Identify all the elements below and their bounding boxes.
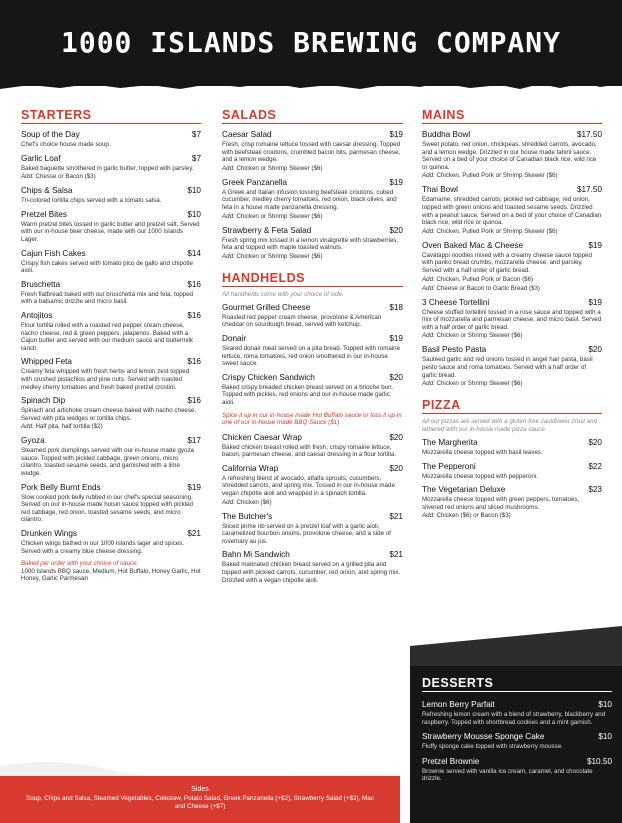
menu-item-row	[222, 464, 403, 474]
menu-item-price: $20	[588, 438, 602, 448]
menu-item	[422, 298, 602, 341]
menu-item-description: A refreshing blend of avocado, alfalfa sprouts, cucumbers, shredded carrots, and spring mix. Tossed in our in-house made vegan chipotle aioli and wrapped in a spinach tortilla.	[222, 474, 395, 498]
menu-item	[222, 512, 403, 546]
add-on-text: Chicken or Shrimp Skewer ($6)	[236, 252, 323, 260]
menu-item-add-on	[222, 213, 403, 221]
menu-item-row	[422, 185, 602, 195]
add-label: Add:	[222, 164, 235, 172]
menu-item-add-on	[222, 499, 403, 507]
menu-item-description: Fresh spring mix tossed in a lemon vinaigrette with strawberries, feta and topped with maple toasted walnuts.	[222, 236, 399, 252]
add-on-text: Chicken ($6)	[236, 498, 272, 506]
menu-item-price: $16	[187, 396, 201, 406]
add-on-text: Chicken, Pulled Pork or Shrimp Skewer ($6)	[436, 227, 558, 235]
add-label: Add:	[21, 423, 34, 431]
menu-item-name: Lemon Berry Parfait	[422, 700, 495, 709]
add-label: Add:	[422, 332, 435, 340]
handhelds-list	[222, 303, 403, 584]
salads-heading: SALADS	[222, 108, 403, 124]
menu-item	[222, 550, 403, 584]
menu-item-description: Refreshing lemon cream with a blend of strawberry, blackberry and raspberry. Topped with shortbread cookies and a mint garnish.	[422, 711, 606, 726]
menu-item-price: $21	[187, 529, 201, 539]
menu-item-row	[422, 485, 602, 495]
menu-item-row	[422, 130, 602, 140]
menu-item	[422, 345, 602, 388]
menu-item-description: Mozzarella cheese topped with basil leaves.	[422, 449, 543, 457]
add-on-text: Chicken or Shrimp Skewer ($6)	[436, 332, 523, 340]
menu-item-description: Baked marinated chicken breast served on a grilled pita and topped with pickled carrots, cucumber, red onion, and spring mix. Drizzled with a vegan chipotle aioli.	[222, 561, 401, 584]
menu-item-description: Brownie served with vanilla ice cream, caramel, and chocolate drizzle.	[422, 767, 593, 783]
menu-item-price: $21	[389, 550, 403, 560]
menu-item-description: Edamame, shredded carrots, pickled red cabbage, red onion, topped with green onions and toasted sesame seeds. Drizzled with a peanut sauce. Served on a bed of your choice of Canadian black rice, wild rice or quinoa.	[422, 196, 602, 227]
menu-item	[21, 311, 201, 352]
menu-item-description: Roasted red pepper cream cheese, provolone & American cheddar on sourdough bread, served with ketchup.	[222, 313, 382, 329]
menu-item-add-on	[422, 172, 602, 180]
menu-item-price: $17.50	[576, 130, 602, 139]
starters-heading: STARTERS	[21, 108, 201, 124]
menu-item-price: $20	[389, 372, 403, 382]
menu-item	[222, 130, 403, 173]
desserts-list	[410, 700, 622, 783]
menu-item	[422, 241, 602, 293]
menu-item	[422, 185, 602, 235]
add-on-text: Chesse or Bacon ($3)	[35, 173, 96, 181]
header-rough-edge	[0, 80, 622, 94]
menu-item-price: $17	[187, 436, 201, 446]
starters-column	[21, 108, 201, 583]
menu-item	[21, 210, 201, 244]
menu-item-name: Pretzel Bites	[21, 209, 67, 219]
menu-item-description: Steamed pork dumplings served with our in-house made gyoza sauce. Topped with pickled cabbage, green onions, micro cilantro, toasted sesame seeds, and garnished with a lime wedge.	[21, 447, 194, 478]
add-on-text: Chicken, Pulled Pork or Shrimp Skewer ($6)	[436, 172, 558, 180]
menu-item	[222, 433, 403, 459]
menu-item-row	[21, 280, 201, 290]
menu-item	[21, 280, 201, 306]
menu-item-price: $19	[389, 333, 403, 343]
menu-item-row	[222, 433, 403, 443]
menu-item-row	[21, 210, 201, 220]
menu-item-name: Garlic Loaf	[21, 153, 61, 163]
menu-item-description: Baked chicken breast rolled with fresh, crispy romaine lettuce, bacon, parmesan cheese, and caesar dressing in a flour tortilla.	[222, 443, 397, 459]
menu-item-row	[422, 732, 612, 742]
menu-item	[222, 464, 403, 507]
spice-note: Spice it up in our in-house made Hot Buffalo sauce or toss it up in one of our in-house made BBQ Sauce ($1)	[222, 411, 402, 427]
menu-item-price: $19	[389, 130, 403, 139]
add-label: Add:	[422, 380, 435, 388]
page-title: 1000 ISLANDS BREWING COMPANY	[60, 26, 561, 59]
menu-item-row	[222, 512, 403, 522]
menu-item-price: $20	[588, 345, 602, 355]
menu-item-name: The Pepperoni	[422, 461, 476, 471]
menu-item-price: $20	[389, 463, 403, 473]
menu-item-price: $20	[389, 225, 403, 235]
add-label: Add:	[422, 275, 435, 283]
mains-heading: MAINS	[422, 108, 602, 124]
add-label: Add:	[422, 172, 435, 180]
menu-item-row	[222, 334, 403, 344]
menu-item-price: $17.50	[576, 185, 602, 195]
add-on-text: Chicken ($6) or Bacon ($3)	[436, 512, 511, 520]
menu-item-description: Chicken wings bathed in our 1000 Islands lager and spices. Served with a creamy blue cheese dressing.	[21, 540, 185, 555]
menu-item-row	[222, 226, 403, 236]
menu-item-row	[222, 550, 403, 560]
menu-item-name: Thai Bowl	[422, 185, 458, 195]
add-label: Add:	[422, 227, 435, 235]
add-label: Add:	[21, 173, 34, 181]
menu-item-row	[21, 249, 201, 259]
add-label: Add:	[422, 512, 435, 520]
menu-item	[422, 462, 602, 481]
add-on-text: Half pita, half tortilla ($2)	[35, 423, 103, 431]
menu-item-row	[422, 462, 602, 472]
menu-item-price: $16	[187, 357, 201, 367]
menu-item	[21, 436, 201, 477]
menu-item-name: The Butcher's	[222, 511, 273, 521]
menu-item-add-on	[21, 173, 201, 181]
menu-item-add-on	[222, 253, 403, 261]
menu-item-name: Bahn Mi Sandwich	[222, 550, 290, 560]
menu-item-name: Strawberry & Feta Salad	[222, 225, 312, 235]
menu-item-row	[21, 483, 201, 493]
menu-item-price: $20	[389, 432, 403, 442]
menu-item	[21, 357, 201, 391]
menu-item	[21, 529, 201, 555]
menu-item-name: Pork Belly Burnt Ends	[21, 482, 101, 492]
menu-item-add-on	[422, 512, 602, 520]
menu-item	[21, 186, 201, 205]
menu-item-price: $16	[187, 279, 201, 289]
pizza-list	[422, 438, 602, 520]
menu-item-row	[222, 303, 403, 313]
menu-item-name: Oven Baked Mac & Cheese	[422, 240, 524, 250]
menu-item	[422, 438, 602, 457]
menu-item-price: $14	[187, 248, 201, 258]
add-label: Add:	[222, 212, 235, 220]
menu-item-price: $19	[588, 240, 602, 250]
menu-item-price: $19	[389, 177, 403, 187]
menu-item-price: $7	[191, 153, 201, 163]
menu-item-row	[422, 298, 602, 308]
add-label: Add:	[222, 498, 235, 506]
menu-item-description: Spinach and artichoke cream cheese baked with nacho cheese. Served with pita wedges or tortilla chips.	[21, 407, 197, 422]
header	[0, 0, 622, 86]
menu-item	[222, 373, 403, 407]
menu-item-description: Sliced prime rib served on a pretzel loaf with a garlic aioli, caramelized bourbon onions, provolone cheese, and a side of rosemary au jus.	[222, 522, 391, 545]
menu-item-row	[422, 241, 602, 251]
add-on-text: Cheese or Bacon to Garlic Bread ($3)	[436, 284, 540, 292]
menu-item-row	[21, 357, 201, 367]
menu-item	[422, 485, 602, 520]
menu-item-description: Cheese stuffed tortellini tossed in a rose sauce and topped with a mix of mozzarella and parmesan cheese, and micro basil. Served with a half order of garlic bread.	[422, 308, 602, 331]
menu-item-price: $10	[187, 186, 201, 196]
menu-item-price: $16	[187, 310, 201, 320]
menu-item-row	[21, 154, 201, 164]
desserts-box	[410, 666, 622, 823]
menu-item-description: Crispy fish cakes served with tomato pico de gallo and chipotle aioli.	[21, 259, 193, 275]
menu-item-name: Crispy Chicken Sandwich	[222, 372, 315, 382]
wings-sauce-note: Baked per order with your choice of sauce:	[21, 560, 139, 568]
add-on-text: Chicken or Shrimp Skewer ($6)	[236, 164, 323, 172]
salads-list	[222, 130, 403, 261]
menu-item	[422, 757, 612, 783]
menu-item	[222, 334, 403, 368]
menu-item-name: Gyoza	[21, 436, 45, 446]
menu-item-name: Gourmet Grilled Cheese	[222, 302, 311, 312]
wings-sauce-list: 1000 Islands BBQ sauce, Medium, Hot Buffalo, Honey Garlic, Hot Honey, Garlic Parmesan	[21, 567, 201, 583]
salads-handhelds-column	[222, 108, 403, 589]
menu-item-price: $7	[191, 130, 201, 139]
menu-item-name: Buddha Bowl	[422, 130, 471, 139]
menu-item-row	[21, 311, 201, 321]
sides-title: Sides	[191, 786, 209, 793]
menu-item-description: Fresh, crisp romaine lettuce tossed with caesar dressing. Topped with beefsteak croutons, crumbled bacon bits, parmesan cheese, and a lemon wedge.	[222, 141, 401, 164]
menu-item-price: $18	[389, 302, 403, 312]
menu-item-description: Sautéed garlic and red onions tossed in angel hair pasta, basil pesto sauce and roma tomatoes. Served with a half order of garlic bread.	[422, 356, 593, 379]
menu-item-price: $10	[598, 732, 612, 742]
menu-item	[222, 178, 403, 221]
menu-item-description: Warm pretzel bites tossed in garlic butter and pretzel salt. Served with our in-house beer cheese, made with our 1000 Islands Lager.	[21, 220, 200, 243]
add-on-text: Chicken, Pulled Pork or Bacon ($6)	[436, 275, 534, 283]
menu-item-description: Mozzarella cheese topped with green peppers, tomatoes, slivered red onions and sliced mushrooms.	[422, 496, 580, 511]
menu-item-description: Fluffy sponge cake topped with strawberry mousse.	[422, 743, 563, 751]
handhelds-note: All handhelds come with your choice of side.	[222, 290, 344, 298]
add-label: Add:	[422, 284, 435, 292]
add-label: Add:	[222, 252, 235, 260]
menu-item-price: $19	[588, 297, 602, 307]
pizza-note: All our pizzas are served with a gluten-free cauliflower crust and lathered with our in-house made pizza sauce.	[422, 418, 598, 434]
menu-item-name: The Margherita	[422, 438, 478, 448]
menu-item-name: Soup of the Day	[21, 130, 80, 139]
menu-item-name: 3 Cheese Tortellini	[422, 297, 490, 307]
pizza-heading: PIZZA	[422, 398, 602, 414]
menu-item-add-on	[422, 276, 602, 284]
starters-list	[21, 130, 201, 555]
menu-item-name: Drunken Wings	[21, 529, 77, 539]
menu-item-description: Seared donair meat served on a pita bread. Topped with romaine lettuce, roma tomatoes, red onion smothered in our in-house sweet sauce.	[222, 344, 401, 368]
menu-item-name: Chicken Caesar Wrap	[222, 432, 302, 442]
menu-item-price: $10	[598, 700, 612, 709]
add-on-text: Chicken or Shrimp Skewer ($6)	[236, 212, 323, 220]
menu-item-description: Fresh flatbread baked with our bruschetta mix and feta, topped with a balsamic drizzle and micro basil.	[21, 290, 193, 306]
menu-item-name: Whipped Feta	[21, 357, 72, 367]
menu-item-name: Strawberry Mousse Sponge Cake	[422, 732, 545, 742]
menu-item-description: Sweet potato, red onion, chickpeas, shredded carrots, avocado, and a lemon wedge. Drizzled in our house made tahini sauce. Served on a bed of your choice of Canadian black rice, wild rice or quinoa.	[422, 141, 597, 171]
menu-item-description: Cavatappi noodles mixed with a creamy cheese sauce topped with panko bread crumbs, mozzarella cheese, and parsley. Served with a half order of garlic bread.	[422, 251, 592, 274]
menu-item-name: Caesar Salad	[222, 130, 272, 139]
mains-pizza-column	[422, 108, 602, 525]
menu-item-name: Antojitos	[21, 310, 53, 320]
menu-item-row	[222, 130, 403, 140]
menu-item-add-on	[422, 228, 602, 236]
menu-item	[21, 396, 201, 431]
menu-item-description: Baked baguette smothered in garlic butter, topped with parsley.	[21, 164, 194, 172]
menu-item	[222, 303, 403, 329]
menu-item-row	[21, 130, 201, 140]
menu-item	[222, 226, 403, 261]
desserts-heading: DESSERTS	[422, 676, 612, 692]
menu-item-add-on	[422, 380, 602, 388]
menu-item-name: Pretzel Brownie	[422, 756, 480, 766]
menu-item-description: A Greek and Italian infusion tossing beefsteak croutons, cubed cucumber, medley cherry tomatoes, red onion, black olives, and feta in a house made panzanella dressing.	[222, 188, 397, 211]
menu-item-price: $21	[389, 511, 403, 521]
sides-banner	[0, 776, 400, 823]
menu-item-row	[422, 700, 612, 710]
menu-item-description: Tri-colored tortilla chips served with a tomato salsa.	[21, 197, 162, 205]
menu-item-row	[21, 436, 201, 446]
menu-item-name: California Wrap	[222, 463, 279, 473]
menu-item-name: Basil Pesto Pasta	[422, 345, 487, 355]
menu-item-description: Baked crispy breaded chicken breast served on a brioche bun. Topped with pickles, red onions and our in-house made garlic aioli.	[222, 383, 394, 406]
menu-item-description: Chef's choice house made soup.	[21, 141, 111, 148]
menu-item-name: Chips & Salsa	[21, 186, 73, 196]
menu-item-name: Bruschetta	[21, 279, 61, 289]
sides-list: Soup, Chips and Salsa, Steamed Vegetables, Coleslaw, Potato Salad, Greek Panzanella (+$2), Strawberry Salad (+$2), Mac and Cheese (+$7)	[26, 795, 374, 810]
menu-item	[422, 130, 602, 180]
menu-item-price: $22	[588, 461, 602, 471]
menu-item-row	[422, 438, 602, 448]
mains-list	[422, 130, 602, 388]
menu-item-add-on	[422, 285, 602, 293]
menu-item-row	[222, 373, 403, 383]
menu-item-price: $23	[588, 485, 602, 495]
menu-item-price: $10.50	[586, 756, 612, 766]
menu-item-row	[21, 186, 201, 196]
menu-item	[422, 700, 612, 726]
menu-item-row	[222, 178, 403, 188]
menu-item	[21, 154, 201, 182]
menu-item-name: Donair	[222, 333, 247, 343]
menu-item	[21, 130, 201, 149]
menu-item-add-on	[21, 423, 201, 431]
menu-item-description: Slow cooked pork belly rubbed in our chef's special seasoning. Served on our in-house made hoisin sauce topped with pickled red cabbage, red onion, toasted sesame seeds, and micro cilantro.	[21, 493, 193, 524]
menu-item-description: Mozzarella cheese topped with pepperoni.	[422, 472, 538, 480]
menu-item-row	[422, 757, 612, 767]
menu-item-row	[21, 396, 201, 406]
menu-item-description: Flour tortilla rolled with a roasted red pepper cream cheese, nacho cheese, red & green peppers, jalapenos. Baked with a Cajun butter and served with our medium sauce and buttermilk ranch.	[21, 321, 193, 352]
handhelds-heading: HANDHELDS	[222, 271, 403, 287]
menu-item-name: Cajun Fish Cakes	[21, 248, 86, 258]
menu-item-price: $19	[187, 482, 201, 492]
menu-item	[422, 732, 612, 751]
menu-item-name: The Vegetarian Deluxe	[422, 485, 506, 495]
menu-item-row	[422, 345, 602, 355]
menu-item-description: Creamy feta whipped with fresh herbs and lemon zest topped with crushed pistachios and pine nuts. Served with roasted medley cherry tomatoes and fresh baked pretzel crostini.	[21, 368, 190, 391]
menu-item	[21, 249, 201, 275]
menu-item-price: $10	[187, 209, 201, 219]
menu-item-add-on	[422, 332, 602, 340]
menu-item-name: Greek Panzanella	[222, 177, 288, 187]
add-on-text: Chicken or Shrimp Skewer ($6)	[436, 380, 523, 388]
menu-item	[21, 483, 201, 524]
menu-item-row	[21, 529, 201, 539]
menu-item-name: Spinach Dip	[21, 396, 66, 406]
menu-item-add-on	[222, 165, 403, 173]
